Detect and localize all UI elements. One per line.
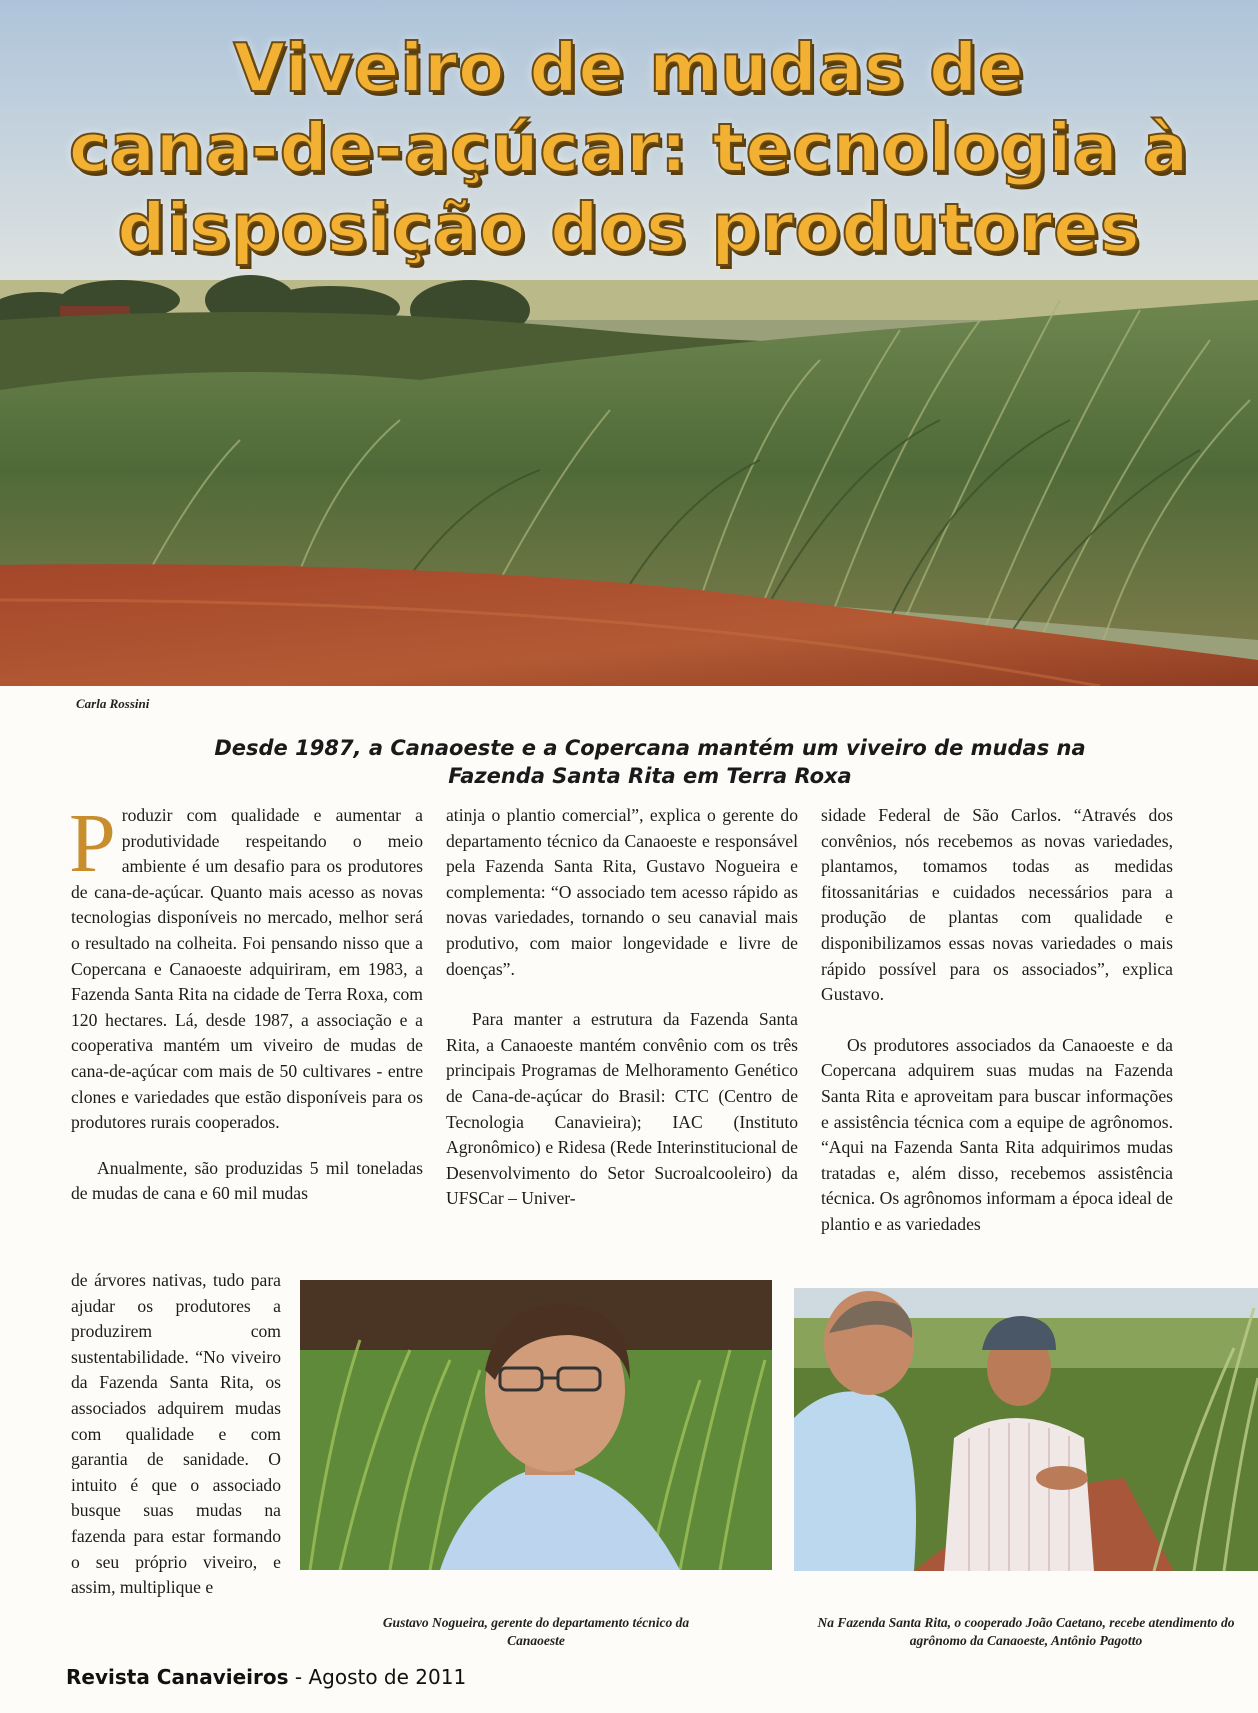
hero-photo <box>0 0 1258 686</box>
article-column-1 <box>69 797 423 1207</box>
portrait-photo-illustration <box>300 1280 772 1570</box>
caption-photo-2: Na Fazenda Santa Rita, o cooperado João Caetano, recebe atendimento do agrônomo da Canaoeste, Antônio Pagotto <box>817 1615 1235 1648</box>
author-credit: Carla Rossini <box>76 696 150 711</box>
photo-field-visit <box>794 1288 1258 1571</box>
drop-cap: P <box>69 797 116 890</box>
article-column-3 <box>821 803 1173 1258</box>
caption-photo-1: Gustavo Nogueira, gerente do departamento técnico da Canaoeste <box>382 1615 690 1648</box>
article-subtitle <box>150 734 1150 790</box>
col2-paragraph-2: Para manter a estrutura da Fazenda Santa Rita, a Canaoeste mantém convênio com os três principais Programas de Melhoramento Genético de Cana-de-açúcar do Brasil: CTC (Centro de Tecnologia Canavieira); IAC (Instituto Agronômico) e Ridesa (Rede Interinstitucional de Desenvolvimento do Setor Sucroalcooleiro) da UFSCar – Univer- <box>446 1009 798 1209</box>
subtitle-line-2: Fazenda Santa Rita em Terra Roxa <box>448 764 852 788</box>
title-line-3: disposição dos produtores <box>117 189 1141 267</box>
col3-paragraph-1: sidade Federal de São Carlos. “Através dos convênios, nós recebemos as novas variedades, plantamos, tomamos todas as medidas fitossanitárias e cuidados necessários para a produção de plantas com qualidade e disponibilizamos essas novas variedades o mais rápido possível para os associados”, explica Gustavo. <box>821 805 1173 1005</box>
col1-paragraph-2-continued: de árvores nativas, tudo para ajudar os produtores a produzirem com sustentabilidade. “No viveiro da Fazenda Santa Rita, os associados adquirem mudas com qualidade e com garantia de sanidade. O intuito é que o associado busque suas mudas na fazenda para estar formando o seu próprio viveiro, e assim, multiplique e <box>71 1270 281 1598</box>
field-visit-photo-illustration <box>794 1288 1258 1571</box>
col1-paragraph-2: Anualmente, são produzidas 5 mil toneladas de mudas de cana e 60 mil mudas <box>71 1157 423 1204</box>
article-column-2 <box>446 803 798 1232</box>
issue-date: Agosto de 2011 <box>308 1665 467 1689</box>
magazine-name: Revista Canavieiros <box>66 1665 289 1689</box>
col1-paragraph-1: roduzir com qualidade e aumentar a produtividade respeitando o meio ambiente é um desafio para os produtores de cana-de-açúcar. Quanto mais acesso as novas tecnologias disponíveis no mercado, melhor será o resultado na colheita. Foi pensando nisso que a Copercana e Canaoeste adquiriram, em 1983, a Fazenda Santa Rita na cidade de Terra Roxa, com 120 hectares. Lá, desde 1987, a associação e a cooperativa mantém um viveiro de mudas de cana-de-açúcar com mais de 50 cultivares - entre clones e variedades que estão disponíveis para os produtores rurais cooperados. <box>71 805 423 1133</box>
col2-paragraph-1: atinja o plantio comercial”, explica o gerente do departamento técnico da Canaoeste e responsável pela Fazenda Santa Rita, Gustavo Nogueira e complementa: “O associado tem acesso rápido as novas variedades, tornando o seu canavial mais produtivo, com maior longevidade e livre de doenças”. <box>446 805 798 979</box>
article-title <box>0 28 1258 268</box>
footer-separator: - <box>294 1665 303 1689</box>
title-line-1: Viveiro de mudas de <box>233 29 1025 107</box>
article-column-1-continued <box>71 1268 281 1601</box>
subtitle-line-1: Desde 1987, a Canaoeste e a Copercana mantém um viveiro de mudas na <box>214 736 1086 760</box>
col3-paragraph-2: Os produtores associados da Canaoeste e da Copercana adquirem suas mudas na Fazenda Santa Rita e aproveitam para buscar informações e assistência técnica com a equipe de agrônomos. “Aqui na Fazenda Santa Rita adquirimos mudas tratadas e, além disso, recebemos assistência técnica. Os agrônomos informam a época ideal de plantio e as variedades <box>821 1034 1173 1234</box>
photo-gustavo-nogueira <box>300 1280 772 1570</box>
title-line-2: cana-de-açúcar: tecnologia à <box>68 109 1190 187</box>
page-footer <box>66 1665 466 1689</box>
